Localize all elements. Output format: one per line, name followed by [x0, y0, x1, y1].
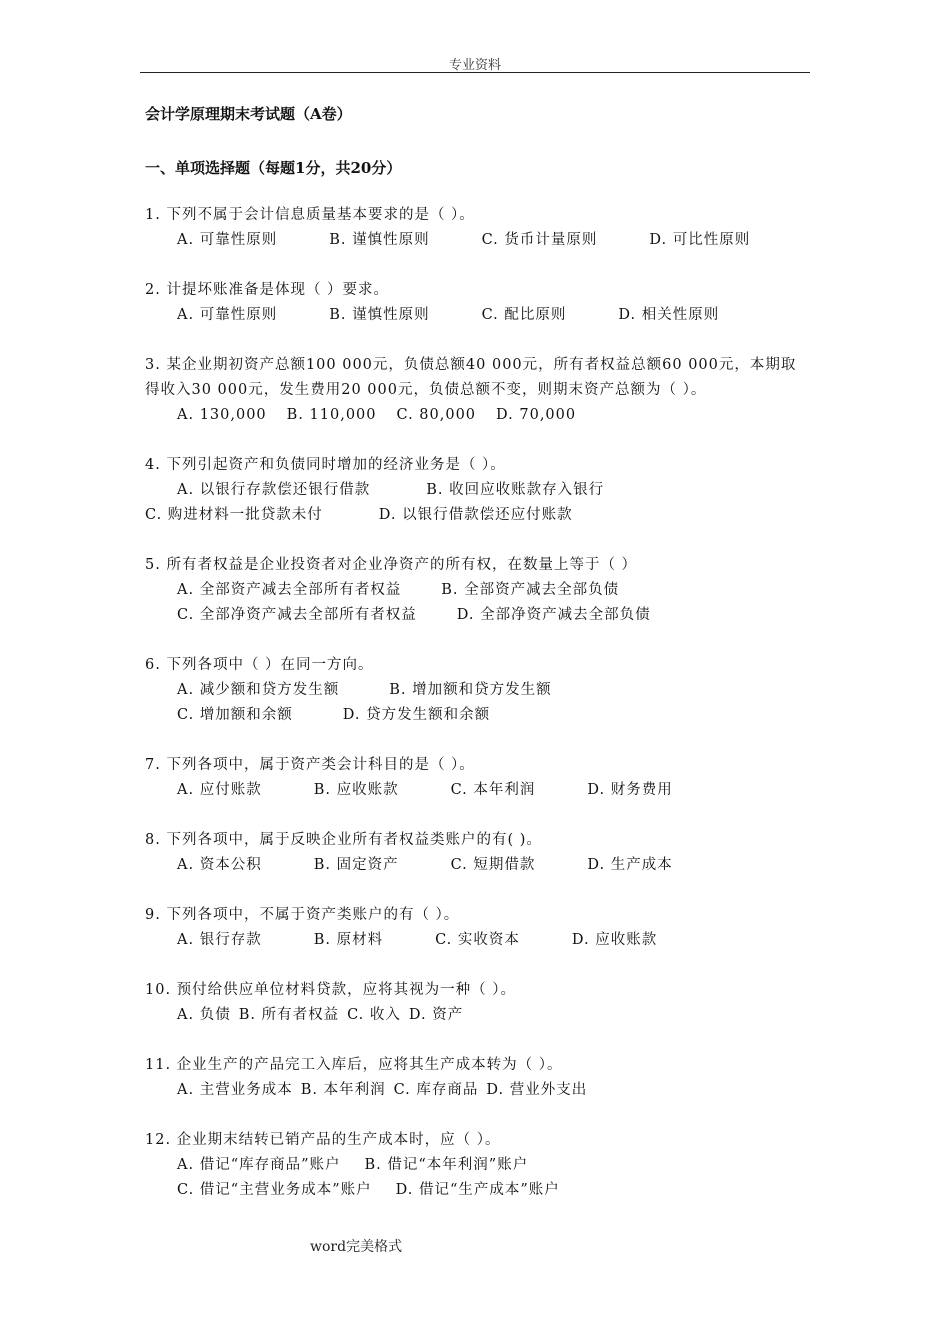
answer-option: A. 负债	[177, 1007, 231, 1023]
answer-option: D. 全部净资产减去全部负债	[456, 607, 651, 623]
answer-option: A. 可靠性原则	[177, 307, 278, 323]
answer-option: D. 以银行借款偿还应付账款	[378, 507, 573, 523]
answer-option: A. 可靠性原则	[177, 232, 278, 248]
header-divider	[140, 72, 810, 73]
answer-option: A. 130,000	[177, 407, 267, 423]
answer-option: D. 资产	[408, 1007, 464, 1023]
answer-option: D. 贷方发生额和余额	[342, 707, 491, 723]
question-7	[145, 753, 810, 803]
option-row	[145, 503, 810, 528]
question-text: 4. 下列引起资产和负债同时增加的经济业务是（ ）。	[145, 457, 506, 473]
option-row	[145, 1078, 810, 1103]
question-2	[145, 278, 810, 328]
section-heading: 一、单项选择题（每题1分，共20分）	[145, 159, 402, 177]
option-row	[145, 603, 810, 628]
question-12	[145, 1128, 810, 1203]
question-11	[145, 1053, 810, 1103]
answer-option: A. 借记“库存商品”账户	[177, 1157, 341, 1173]
answer-option: A. 银行存款	[177, 932, 262, 948]
answer-option: A. 应付账款	[177, 782, 262, 798]
answer-option: B. 本年利润	[300, 1082, 386, 1098]
option-row	[145, 1003, 810, 1028]
answer-option: D. 70,000	[496, 407, 577, 423]
question-text: 9. 下列各项中，不属于资产类账户的有（ ）。	[145, 907, 460, 923]
answer-option: A. 资本公积	[177, 857, 262, 873]
answer-option: C. 全部净资产减去全部所有者权益	[177, 607, 417, 623]
answer-option: B. 应收账款	[313, 782, 399, 798]
answer-option: B. 110,000	[286, 407, 377, 423]
answer-option: A. 主营业务成本	[177, 1082, 293, 1098]
answer-option: D. 财务费用	[587, 782, 673, 798]
answer-option: B. 借记“本年利润”账户	[364, 1157, 529, 1173]
answer-option: B. 全部资产减去全部负债	[441, 582, 620, 598]
answer-option: B. 收回应收账款存入银行	[426, 482, 605, 498]
answer-option: D. 应收账款	[571, 932, 658, 948]
question-3	[145, 353, 810, 428]
option-row	[145, 678, 810, 703]
answer-option: B. 固定资产	[313, 857, 399, 873]
question-9	[145, 903, 810, 953]
option-row	[145, 928, 810, 953]
answer-option: B. 谨慎性原则	[329, 307, 430, 323]
document-body	[145, 103, 810, 1228]
option-row	[145, 403, 810, 428]
question-8	[145, 828, 810, 878]
answer-option: B. 原材料	[313, 932, 384, 948]
answer-option: A. 减少额和贷方发生额	[177, 682, 340, 698]
answer-option: C. 货币计量原则	[481, 232, 598, 248]
page-footer: word完美格式	[310, 1239, 403, 1255]
page-header: 专业资料	[448, 58, 501, 73]
answer-option: C. 借记“主营业务成本”账户	[177, 1182, 372, 1198]
option-row	[145, 703, 810, 728]
answer-option: C. 收入	[347, 1007, 401, 1023]
question-text: 3. 某企业期初资产总额100 000元，负债总额40 000元，所有者权益总额60 000元，本期取得收入30 000元，发生费用20 000元，负债总额不变，则期末资产总额为（ ）。	[145, 357, 797, 398]
question-text: 12. 企业期末结转已销产品的生产成本时，应（ ）。	[145, 1132, 501, 1148]
question-4	[145, 453, 810, 528]
answer-option: C. 80,000	[396, 407, 477, 423]
answer-option: D. 生产成本	[587, 857, 673, 873]
answer-option: C. 实收资本	[435, 932, 520, 948]
option-row	[145, 303, 810, 328]
option-row	[145, 853, 810, 878]
answer-option: A. 以银行存款偿还银行借款	[177, 482, 371, 498]
question-text: 2. 计提坏账准备是体现（ ）要求。	[145, 282, 390, 298]
question-text: 1. 下列不属于会计信息质量基本要求的是（ ）。	[145, 207, 475, 223]
answer-option: C. 短期借款	[450, 857, 536, 873]
answer-option: A. 全部资产减去全部所有者权益	[177, 582, 402, 598]
option-row	[145, 778, 810, 803]
answer-option: C. 配比原则	[481, 307, 567, 323]
option-row	[145, 578, 810, 603]
question-list	[145, 203, 810, 1203]
question-text: 6. 下列各项中（ ）在同一方向。	[145, 657, 374, 673]
answer-option: B. 增加额和贷方发生额	[389, 682, 552, 698]
question-6	[145, 653, 810, 728]
question-text: 10. 预付给供应单位材料贷款，应将其视为一种（ ）。	[145, 982, 517, 998]
option-row	[145, 1153, 810, 1178]
question-10	[145, 978, 810, 1028]
answer-option: C. 购进材料一批贷款未付	[145, 507, 323, 523]
option-row	[145, 478, 810, 503]
question-text: 5. 所有者权益是企业投资者对企业净资产的所有权，在数量上等于（ ）	[145, 557, 638, 573]
answer-option: D. 借记“生产成本”账户	[395, 1182, 560, 1198]
answer-option: B. 所有者权益	[238, 1007, 340, 1023]
option-row	[145, 228, 810, 253]
answer-option: D. 营业外支出	[486, 1082, 588, 1098]
answer-option: C. 库存商品	[393, 1082, 479, 1098]
option-row	[145, 1178, 810, 1203]
question-1	[145, 203, 810, 253]
exam-title: 会计学原理期末考试题（A卷）	[145, 105, 352, 123]
answer-option: D. 可比性原则	[649, 232, 751, 248]
answer-option: C. 本年利润	[450, 782, 536, 798]
question-text: 8. 下列各项中，属于反映企业所有者权益类账户的有( )。	[145, 832, 542, 848]
answer-option: B. 谨慎性原则	[329, 232, 430, 248]
question-text: 7. 下列各项中，属于资产类会计科目的是（ ）。	[145, 757, 475, 773]
answer-option: D. 相关性原则	[618, 307, 720, 323]
question-text: 11. 企业生产的产品完工入库后，应将其生产成本转为（ ）。	[145, 1057, 563, 1073]
question-5	[145, 553, 810, 628]
answer-option: C. 增加额和余额	[177, 707, 293, 723]
